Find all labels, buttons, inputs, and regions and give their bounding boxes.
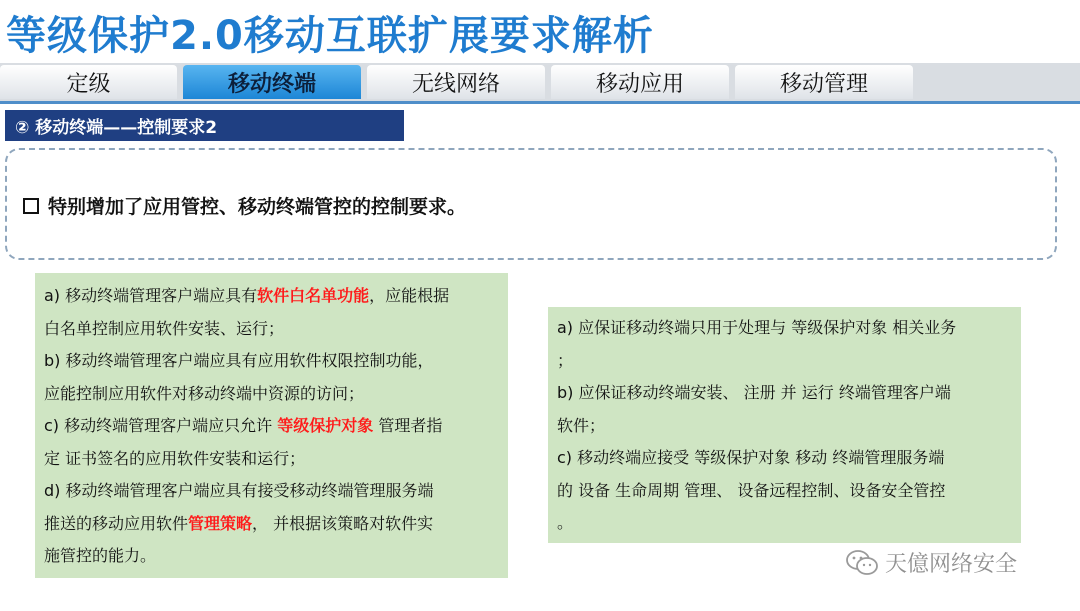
notice-text: 特别增加了应用管控、移动终端管控的控制要求。 (48, 196, 467, 218)
requirement-c-line3: 。 (557, 513, 574, 532)
requirement-a-line1 (44, 280, 508, 313)
tab-mobile-app[interactable]: 移动应用 (551, 65, 729, 99)
requirement-d-line3: 施管控的能力。 (44, 546, 157, 565)
requirement-b-line2: 软件； (557, 415, 606, 435)
tab-wireless-network[interactable]: 无线网络 (367, 65, 545, 99)
requirement-c-line2: 定 证书签名的应用软件安装和运行； (44, 448, 306, 468)
requirement-c-line1: c) 移动终端应接受 等级保护对象 移动 终端管理服务端 (557, 448, 945, 467)
text: ，应能根据 (369, 286, 450, 305)
text: c) 移动终端管理客户端应只允许 (44, 416, 278, 435)
requirement-d-line1: d) 移动终端管理客户端应具有接受移动终端管理服务端 (44, 481, 434, 500)
page-title: 等级保护2.0移动互联扩展要求解析 (6, 13, 654, 59)
tab-dingji[interactable]: 定级 (0, 65, 177, 99)
requirement-c-line2: 的 设备 生命周期 管理、 设备远程控制、设备安全管控 (557, 480, 946, 500)
watermark (845, 547, 1017, 578)
right-requirements-panel (548, 307, 1021, 543)
highlight-management-policy: 管理策略 (188, 513, 253, 533)
text: 推送的移动应用软件 (44, 513, 189, 533)
requirement-b-line1: b) 应保证移动终端安装、 注册 并 运行 终端管理客户端 (557, 383, 951, 402)
tab-mobile-terminal[interactable]: 移动终端 (183, 65, 361, 99)
tab-underline (0, 101, 1080, 104)
checkbox-icon (23, 198, 39, 214)
left-requirements-panel (35, 273, 508, 578)
requirement-a-line1: a) 应保证移动终端只用于处理与 等级保护对象 相关业务 (557, 318, 957, 337)
wechat-icon (845, 549, 879, 577)
requirement-a-line2: 白名单控制应用软件安装、运行； (44, 318, 285, 338)
text: 管理者指 (373, 416, 443, 435)
requirement-b-line2: 应能控制应用软件对移动终端中资源的访问； (44, 383, 365, 403)
highlight-whitelist: 软件白名单功能 (257, 286, 370, 305)
requirement-d-line2 (44, 508, 508, 541)
tab-bar (0, 63, 1080, 101)
tab-mobile-management[interactable]: 移动管理 (735, 65, 913, 99)
text: a) 移动终端管理客户端应具有 (44, 286, 258, 305)
highlight-protected-object: 等级保护对象 (277, 416, 374, 435)
requirement-c-line1 (44, 410, 508, 443)
requirement-b-line1: b) 移动终端管理客户端应具有应用软件权限控制功能， (44, 351, 434, 370)
notice-line (23, 192, 466, 219)
text: ， 并根据该策略对软件实 (252, 513, 434, 533)
section-title: ② 移动终端——控制要求2 (5, 110, 404, 141)
requirement-a-line2: ； (557, 350, 574, 370)
watermark-text: 天億网络安全 (885, 552, 1018, 577)
notice-box (5, 148, 1057, 260)
